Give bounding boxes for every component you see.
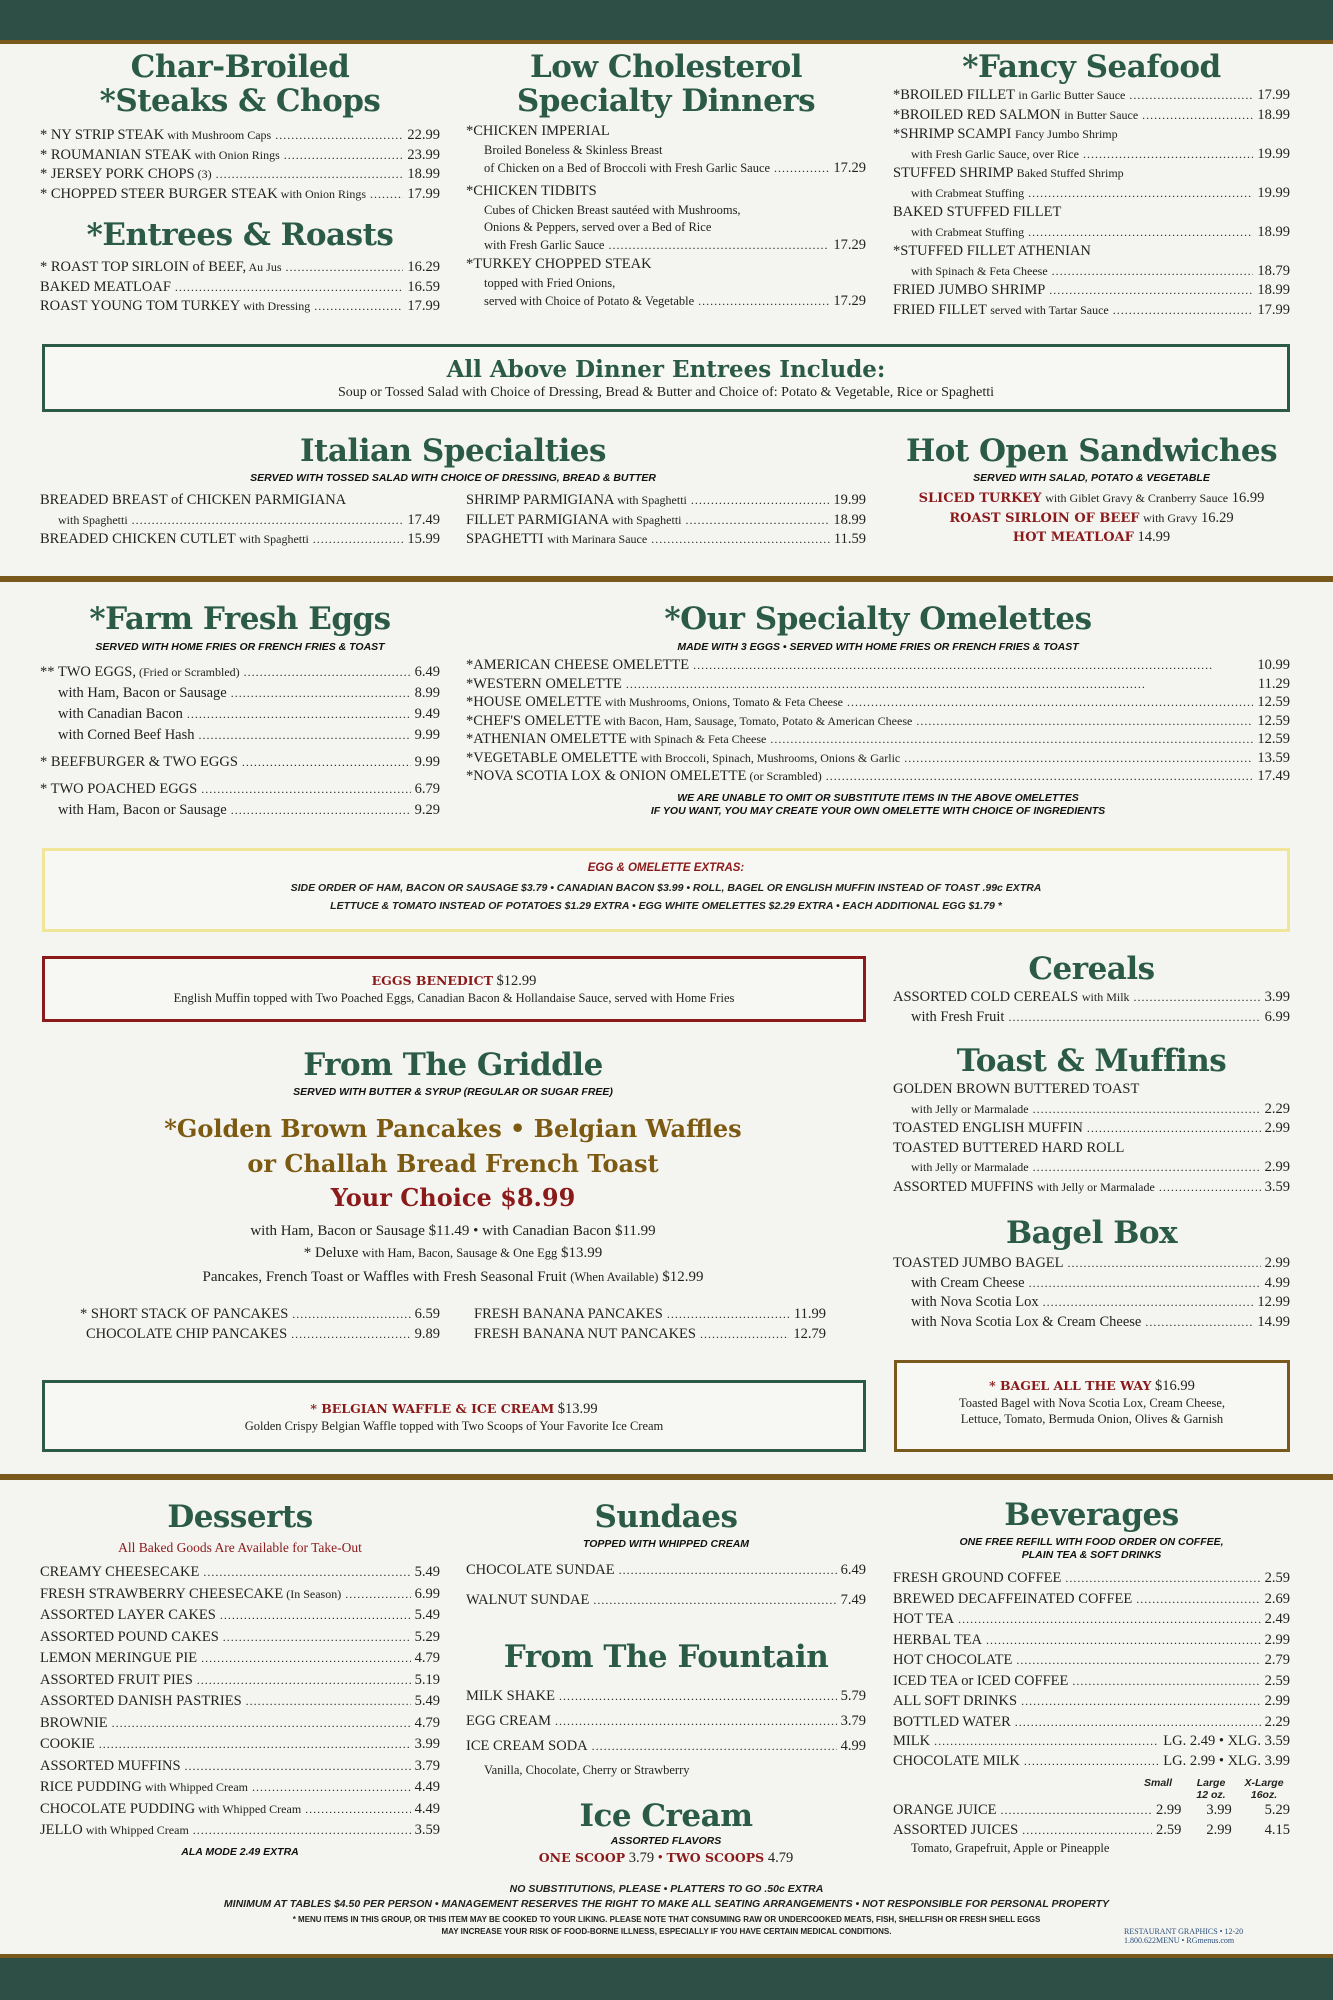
sundaes-sub: TOPPED WITH WHIPPED CREAM [582,1538,750,1550]
omelette-item: *ATHENIAN OMELETTE with Spinach & Feta Cheese . . . 12.59 [466,730,1290,749]
beverage-item: FRESH GROUND COFFEE . . . 2.59 [893,1568,1290,1589]
dessert-item: CHOCOLATE PUDDING with Whipped Cream . . . 4.49 [40,1799,440,1821]
dessert-item: JELLO with Whipped Cream . . . 3.59 [40,1820,440,1842]
eggs-title: *Farm Fresh Eggs [89,601,391,637]
beverage-juice-note: Tomato, Grapefruit, Apple or Pineapple [911,1841,1110,1855]
dessert-item: COOKIE . . . 3.99 [40,1734,440,1756]
desserts-ala-mode: ALA MODE 2.49 EXTRA [181,1845,299,1858]
steak-item: * CHOPPED STEER BURGER STEAK with Onion Rings . . . 17.99 [40,185,440,205]
tidbits-desc-1: Cubes of Chicken Breast sautéed with Mushrooms, [484,202,741,217]
extras-line-1: SIDE ORDER OF HAM, BACON OR SAUSAGE $3.79 • CANADIAN BACON $3.99 • ROLL, BAGEL OR ENGLISH MUFFIN INSTEAD OF TOAST .99c EXTRA [290,882,1042,894]
footer-line-4: MAY INCREASE YOUR RISK OF FOOD-BORNE ILLNESS, ESPECIALLY IF YOU HAVE CERTAIN MEDICAL CONDITIONS. [441,1927,892,1936]
griddle-title: From The Griddle [303,1047,603,1083]
omelettes-note-2: IF YOU WANT, YOU MAY CREATE YOUR OWN OMELETTE WITH CHOICE OF INGREDIENTS [650,804,1106,817]
seafood-scampi-sub: with Fresh Garlic Sauce, over Rice . . . 19.99 [893,145,1290,165]
entrees-title: *Entrees & Roasts [86,217,394,253]
publisher-name: RESTAURANT GRAPHICS • 12-20 [1124,1927,1244,1936]
seafood-stuffed-fillet-sub: with Crabmeat Stuffing . . . 18.99 [893,223,1290,243]
seafood-stuffed-shrimp: STUFFED SHRIMP Baked Stuffed Shrimp [893,165,1124,181]
fountain-section [466,1638,866,1781]
bagel-section [893,1214,1290,1332]
beverage-item: BOTTLED WATER . . . 2.29 [893,1712,1290,1733]
toast-title: Toast & Muffins [956,1043,1227,1079]
benedict-desc: English Muffin topped with Two Poached Eggs, Canadian Bacon & Hollandaise Sauce, served with Home Fries [173,991,735,1005]
bagel-atw-title-line: * BAGEL ALL THE WAY $16.99 [989,1378,1195,1394]
waffle-title-line: * BELGIAN WAFFLE & ICE CREAM $13.99 [310,1401,598,1417]
desserts-title: Desserts [167,1499,313,1535]
beverages-sub-2: PLAIN TEA & SOFT DRINKS [1021,1549,1162,1561]
griddle-with: with Ham, Bacon or Sausage $11.49 • with Canadian Bacon $11.99 [250,1223,656,1239]
italian-shrimp: SHRIMP PARMIGIANA with Spaghetti . . . 19.99 [466,491,866,511]
omelettes-title: *Our Specialty Omelettes [664,601,1092,637]
steak-item: * JERSEY PORK CHOPS (3) . . . 18.99 [40,165,440,185]
chicken-imperial-name: *CHICKEN IMPERIAL [466,123,610,139]
includes-title: All Above Dinner Entrees Include: [446,356,886,383]
dessert-item: ASSORTED POUND CAKES . . . 5.29 [40,1627,440,1649]
eggs-item: with Corned Beef Hash . . . 9.99 [40,725,440,746]
steak-item: * ROUMANIAN STEAK with Onion Rings . . . 23.99 [40,146,440,166]
icecream-title: Ice Cream [579,1798,753,1834]
dinner-includes-box [42,344,1290,412]
seafood-athenian-sub: with Spinach & Feta Cheese . . . 18.79 [893,262,1290,282]
bagel-item: with Nova Scotia Lox & Cream Cheese . . . 14.99 [893,1313,1290,1333]
footer-line-3: * MENU ITEMS IN THIS GROUP, OR THIS ITEM MAY BE COOKED TO YOUR LIKING. PLEASE NOTE THAT CONSUMING RAW OR UNDERCOOKED MEATS, FISH, SHELLFISH OR FRESH SHELL EGGS [292,1915,1041,1924]
sundaes-title: Sundaes [594,1499,738,1535]
dessert-item: BROWNIE . . . 4.79 [40,1713,440,1735]
toast-hard: TOASTED BUTTERED HARD ROLL [893,1139,1125,1156]
beverage-item: HERBAL TEA . . . 2.99 [893,1630,1290,1651]
beverage-item: BREWED DECAFFEINATED COFFEE . . . 2.69 [893,1589,1290,1610]
beverage-juices: ASSORTED JUICES . . . 2.59 2.99 4.15 [893,1821,1290,1841]
omelette-item: *HOUSE OMELETTE with Mushrooms, Onions, Tomato & Feta Cheese . . . 12.59 [466,693,1290,712]
hot-open-title: Hot Open Sandwiches [905,433,1278,469]
seafood-broiled-fillet: *BROILED FILLET in Garlic Butter Sauce . . . 17.99 [893,86,1290,106]
griddle-short-stack: * SHORT STACK OF PANCAKES . . . 6.59 [40,1305,440,1325]
griddle-right-col [466,1305,866,1344]
omelette-item: *CHEF'S OMELETTE with Bacon, Ham, Sausage, Tomato, Potato & American Cheese . . . 12.59 [466,712,1290,731]
omelettes-sub: MADE WITH 3 EGGS • SERVED WITH HOME FRIES OR FRENCH FRIES & TOAST [677,641,1079,653]
steaks-title-1: Char-Broiled [130,49,350,85]
beverage-item: ALL SOFT DRINKS . . . 2.99 [893,1691,1290,1712]
griddle-section [40,1046,866,1344]
fountain-egg-cream: EGG CREAM . . . 3.79 [466,1709,866,1734]
griddle-sub: SERVED WITH BUTTER & SYRUP (REGULAR OR SUGAR FREE) [293,1086,613,1098]
chicken-tidbits-name: *CHICKEN TIDBITS [466,183,597,199]
griddle-choice: Your Choice $8.99 [330,1183,576,1212]
italian-spaghetti: SPAGHETTI with Marinara Sauce . . . 11.59 [466,530,866,550]
extras-line-2: LETTUCE & TOMATO INSTEAD OF POTATOES $1.29 EXTRA • EGG WHITE OMELETTES $2.29 EXTRA • EACH ADDITIONAL EGG $1.79 * [330,900,1002,912]
belgian-waffle-box [42,1380,866,1452]
toast-golden-sub: with Jelly or Marmalade . . . 2.29 [893,1100,1290,1120]
omelettes-note-1: WE ARE UNABLE TO OMIT OR SUBSTITUTE ITEMS IN THE ABOVE OMELETTES [677,791,1079,804]
italian-left-col [40,491,440,550]
seafood-title: *Fancy Seafood [962,49,1221,85]
seafood-stuffed-fillet: BAKED STUFFED FILLET [893,204,1062,220]
size-large: Large 12 oz. [1196,1777,1226,1801]
tidbits-desc-3: with Fresh Garlic Sauce . . . 17.29 [466,236,866,256]
fountain-flavors: Vanilla, Chocolate, Cherry or Strawberry [484,1763,690,1777]
seafood-fried-fillet: FRIED FILLET served with Tartar Sauce . . . 17.99 [893,301,1290,321]
omelettes-section [466,600,1290,818]
egg-extras-box [42,848,1290,932]
hot-open-section [893,432,1290,548]
bagel-all-the-way-box [894,1360,1290,1452]
steak-item: * NY STRIP STEAK with Mushroom Caps . . . 22.99 [40,126,440,146]
hot-open-turkey: SLICED TURKEY with Giblet Gravy & Cranberry Sauce 16.99 [918,490,1265,506]
cereals-title: Cereals [1028,951,1155,987]
seafood-stuffed-shrimp-sub: with Crabmeat Stuffing . . . 19.99 [893,184,1290,204]
seafood-section [893,48,1290,320]
bagel-list [893,1254,1290,1332]
footer-line-1: NO SUBSTITUTIONS, PLEASE • PLATTERS TO GO .50c EXTRA [509,1883,824,1895]
tidbits-desc-2: Onions & Peppers, served over a Bed of Rice [484,219,712,234]
griddle-deluxe: * Deluxe with Ham, Bacon, Sausage & One Egg $13.99 [303,1245,603,1261]
eggs-list [40,662,440,821]
eggs-section [40,600,440,821]
omelettes-list [466,656,1290,786]
italian-parm: BREADED BREAST of CHICKEN PARMIGIANA [40,492,347,508]
top-gold-rule [0,40,1333,44]
eggs-item: with Ham, Bacon or Sausage . . . 8.99 [40,683,440,704]
includes-text: Soup or Tossed Salad with Choice of Dressing, Bread & Butter and Choice of: Potato & Vegetable, Rice or Spaghetti [337,385,994,400]
griddle-line-1: *Golden Brown Pancakes • Belgian Waffles [164,1114,742,1143]
beverage-choc-milk: CHOCOLATE MILK . . . LG. 2.99 • XLG. 3.99 [893,1752,1290,1772]
seafood-red-salmon: *BROILED RED SALMON in Butter Sauce . . . 18.99 [893,106,1290,126]
beverages-list [893,1568,1290,1732]
bottom-banner-bar [0,1958,1333,2000]
icecream-prices: ONE SCOOP 3.79 • TWO SCOOPS 4.79 [538,1850,794,1866]
dessert-item: CREAMY CHEESECAKE . . . 5.49 [40,1562,440,1584]
desserts-list [40,1562,440,1842]
juice-size-header [893,1777,1290,1801]
bagel-atw-desc-2: Lettuce, Tomato, Bermuda Onion, Olives & Garnish [960,1412,1224,1426]
entree-item: ROAST YOUNG TOM TURKEY with Dressing . . . 17.99 [40,297,440,317]
dessert-item: ASSORTED FRUIT PIES . . . 5.19 [40,1670,440,1692]
italian-sub: SERVED WITH TOSSED SALAD WITH CHOICE OF DRESSING, BREAD & BUTTER [250,472,656,484]
fountain-milkshake: MILK SHAKE . . . 5.79 [466,1684,866,1709]
lowchol-title-2: Specialty Dinners [516,83,816,119]
fountain-title: From The Fountain [503,1639,829,1675]
seafood-jumbo-shrimp: FRIED JUMBO SHRIMP . . . 18.99 [893,281,1290,301]
italian-right-col [466,491,866,550]
benedict-title-line: EGGS BENEDICT $12.99 [371,973,537,989]
seafood-athenian: *STUFFED FILLET ATHENIAN [893,243,1091,259]
turkey-chopped-name: *TURKEY CHOPPED STEAK [466,256,652,272]
italian-title: Italian Specialties [300,433,606,469]
divider-gold-2 [0,1474,1333,1480]
beverage-item: HOT TEA . . . 2.49 [893,1609,1290,1630]
dessert-item: LEMON MERINGUE PIE . . . 4.79 [40,1648,440,1670]
turkey-desc-1: topped with Fried Onions, [484,275,616,290]
icecream-section [466,1797,866,1868]
dessert-item: RICE PUDDING with Whipped Cream . . . 4.49 [40,1777,440,1799]
eggs-item: * BEEFBURGER & TWO EGGS . . . 9.99 [40,752,440,773]
omelette-item: *NOVA SCOTIA LOX & ONION OMELETTE (or Scrambled) . . . 17.49 [466,767,1290,786]
bagel-item: with Cream Cheese . . . 4.99 [893,1274,1290,1294]
cereals-fruit: with Fresh Fruit . . . 6.99 [893,1008,1290,1028]
bagel-item: with Nova Scotia Lox . . . 12.99 [893,1293,1290,1313]
entree-item: * ROAST TOP SIRLOIN of BEEF, Au Jus . . . 16.29 [40,258,440,278]
beverage-item: HOT CHOCOLATE . . . 2.79 [893,1650,1290,1671]
hot-open-sub: SERVED WITH SALAD, POTATO & VEGETABLE [973,472,1210,484]
cereals-cold: ASSORTED COLD CEREALS with Milk . . . 3.99 [893,988,1290,1008]
italian-fillet: FILLET PARMIGIANA with Spaghetti . . . 18.99 [466,511,866,531]
footer-line-2: MINIMUM AT TABLES $4.50 PER PERSON • MANAGEMENT RESERVES THE RIGHT TO MAKE ALL SEATING ARRANGEMENTS • NOT RESPONSIBLE FOR PERSONAL PROPERTY [223,1898,1110,1910]
steaks-list [40,126,440,204]
beverage-oj: ORANGE JUICE . . . 2.99 3.99 5.29 [893,1801,1290,1821]
steaks-section [40,48,440,317]
top-banner-bar [0,0,1333,40]
publisher-contact: 1.800.622MENU • RGmenus.com [1124,1936,1235,1945]
toast-section [893,1042,1290,1197]
dessert-item: ASSORTED LAYER CAKES . . . 5.49 [40,1605,440,1627]
chicken-imperial-desc-1: Broiled Boneless & Skinless Breast [484,142,663,157]
waffle-desc: Golden Crispy Belgian Waffle topped with Two Scoops of Your Favorite Ice Cream [244,1419,664,1433]
hot-open-sirloin: ROAST SIRLOIN OF BEEF with Gravy 16.29 [949,509,1234,526]
desserts-sub: All Baked Goods Are Available for Take-Out [118,1540,362,1555]
lowchol-title-1: Low Cholesterol [529,49,803,85]
chicken-imperial-desc-2: of Chicken on a Bed of Broccoli with Fresh Garlic Sauce . . . 17.29 [466,159,866,179]
seafood-scampi: *SHRIMP SCAMPI Fancy Jumbo Shrimp [893,126,1118,142]
toast-hard-sub: with Jelly or Marmalade . . . 2.99 [893,1158,1290,1178]
eggs-benedict-box [42,956,866,1022]
cereals-section [893,950,1290,1027]
fountain-soda: ICE CREAM SODA . . . 4.99 [466,1734,866,1759]
beverage-item: ICED TEA or ICED COFFEE . . . 2.59 [893,1671,1290,1692]
beverages-title: Beverages [1004,1497,1179,1533]
footer [100,1882,1233,1937]
bagel-title: Bagel Box [1005,1215,1178,1251]
eggs-sub: SERVED WITH HOME FRIES OR FRENCH FRIES & TOAST [95,641,385,653]
extras-title: EGG & OMELETTE EXTRAS: [587,862,745,874]
sundae-chocolate: CHOCOLATE SUNDAE . . . 6.49 [466,1561,866,1581]
griddle-line-2: or Challah Bread French Toast [247,1149,659,1178]
entrees-list [40,258,440,317]
hot-open-meatloaf: HOT MEATLOAF 14.99 [1012,529,1171,545]
toast-golden: GOLDEN BROWN BUTTERED TOAST [893,1081,1140,1097]
eggs-item: ** TWO EGGS, (Fried or Scrambled) . . . 6.49 [40,662,440,683]
italian-cutlet: BREADED CHICKEN CUTLET with Spaghetti . . . 15.99 [40,530,440,550]
omelette-item: *AMERICAN CHEESE OMELETTE . . . 10.99 [466,656,1290,675]
italian-parm-sub: with Spaghetti . . . 17.49 [40,511,440,531]
eggs-item: * TWO POACHED EGGS . . . 6.79 [40,779,440,800]
dessert-item: ASSORTED DANISH PASTRIES . . . 5.49 [40,1691,440,1713]
sundae-walnut: WALNUT SUNDAE . . . 7.49 [466,1591,866,1611]
eggs-item: with Ham, Bacon or Sausage . . . 9.29 [40,800,440,821]
desserts-section [40,1498,440,1859]
bagel-item: TOASTED JUMBO BAGEL . . . 2.99 [893,1254,1290,1274]
beverage-milk: MILK . . . LG. 2.49 • XLG. 3.59 [893,1732,1290,1752]
omelette-item: *VEGETABLE OMELETTE with Broccoli, Spinach, Mushrooms, Onions & Garlic . . . 13.59 [466,749,1290,768]
griddle-left-col [40,1305,440,1344]
dessert-item: ASSORTED MUFFINS . . . 3.79 [40,1756,440,1778]
beverages-section [893,1496,1290,1856]
size-xl: X-Large 16oz. [1244,1777,1284,1801]
size-small: Small [1143,1777,1172,1789]
italian-section [40,432,866,550]
griddle-banana-nut: FRESH BANANA NUT PANCAKES . . . 12.79 [466,1325,866,1345]
publisher-logo [1124,1927,1302,1945]
turkey-desc-2: served with Choice of Potato & Vegetable . . . 17.29 [466,292,866,312]
toast-muffins: ASSORTED MUFFINS with Jelly or Marmalade . . . 3.59 [893,1178,1290,1198]
sundaes-section [466,1498,866,1610]
icecream-sub: ASSORTED FLAVORS [610,1835,722,1847]
beverages-sub-1: ONE FREE REFILL WITH FOOD ORDER ON COFFEE, [959,1536,1224,1548]
omelette-item: *WESTERN OMELETTE . . . 11.29 [466,675,1290,694]
steaks-title-2: *Steaks & Chops [99,83,381,119]
griddle-banana: FRESH BANANA PANCAKES . . . 11.99 [466,1305,866,1325]
entree-item: BAKED MEATLOAF . . . 16.59 [40,278,440,298]
toast-english: TOASTED ENGLISH MUFFIN . . . 2.99 [893,1119,1290,1139]
griddle-choc-chip: CHOCOLATE CHIP PANCAKES . . . 9.89 [40,1325,440,1345]
bagel-atw-desc-1: Toasted Bagel with Nova Scotia Lox, Cream Cheese, [958,1396,1226,1410]
divider-gold-1 [0,576,1333,582]
eggs-item: with Canadian Bacon . . . 9.49 [40,704,440,725]
low-cholesterol-section [466,48,866,311]
griddle-fruit: Pancakes, French Toast or Waffles with Fresh Seasonal Fruit (When Available) $12.99 [202,1269,704,1285]
dessert-item: FRESH STRAWBERRY CHEESECAKE (In Season) . . . 6.99 [40,1584,440,1606]
